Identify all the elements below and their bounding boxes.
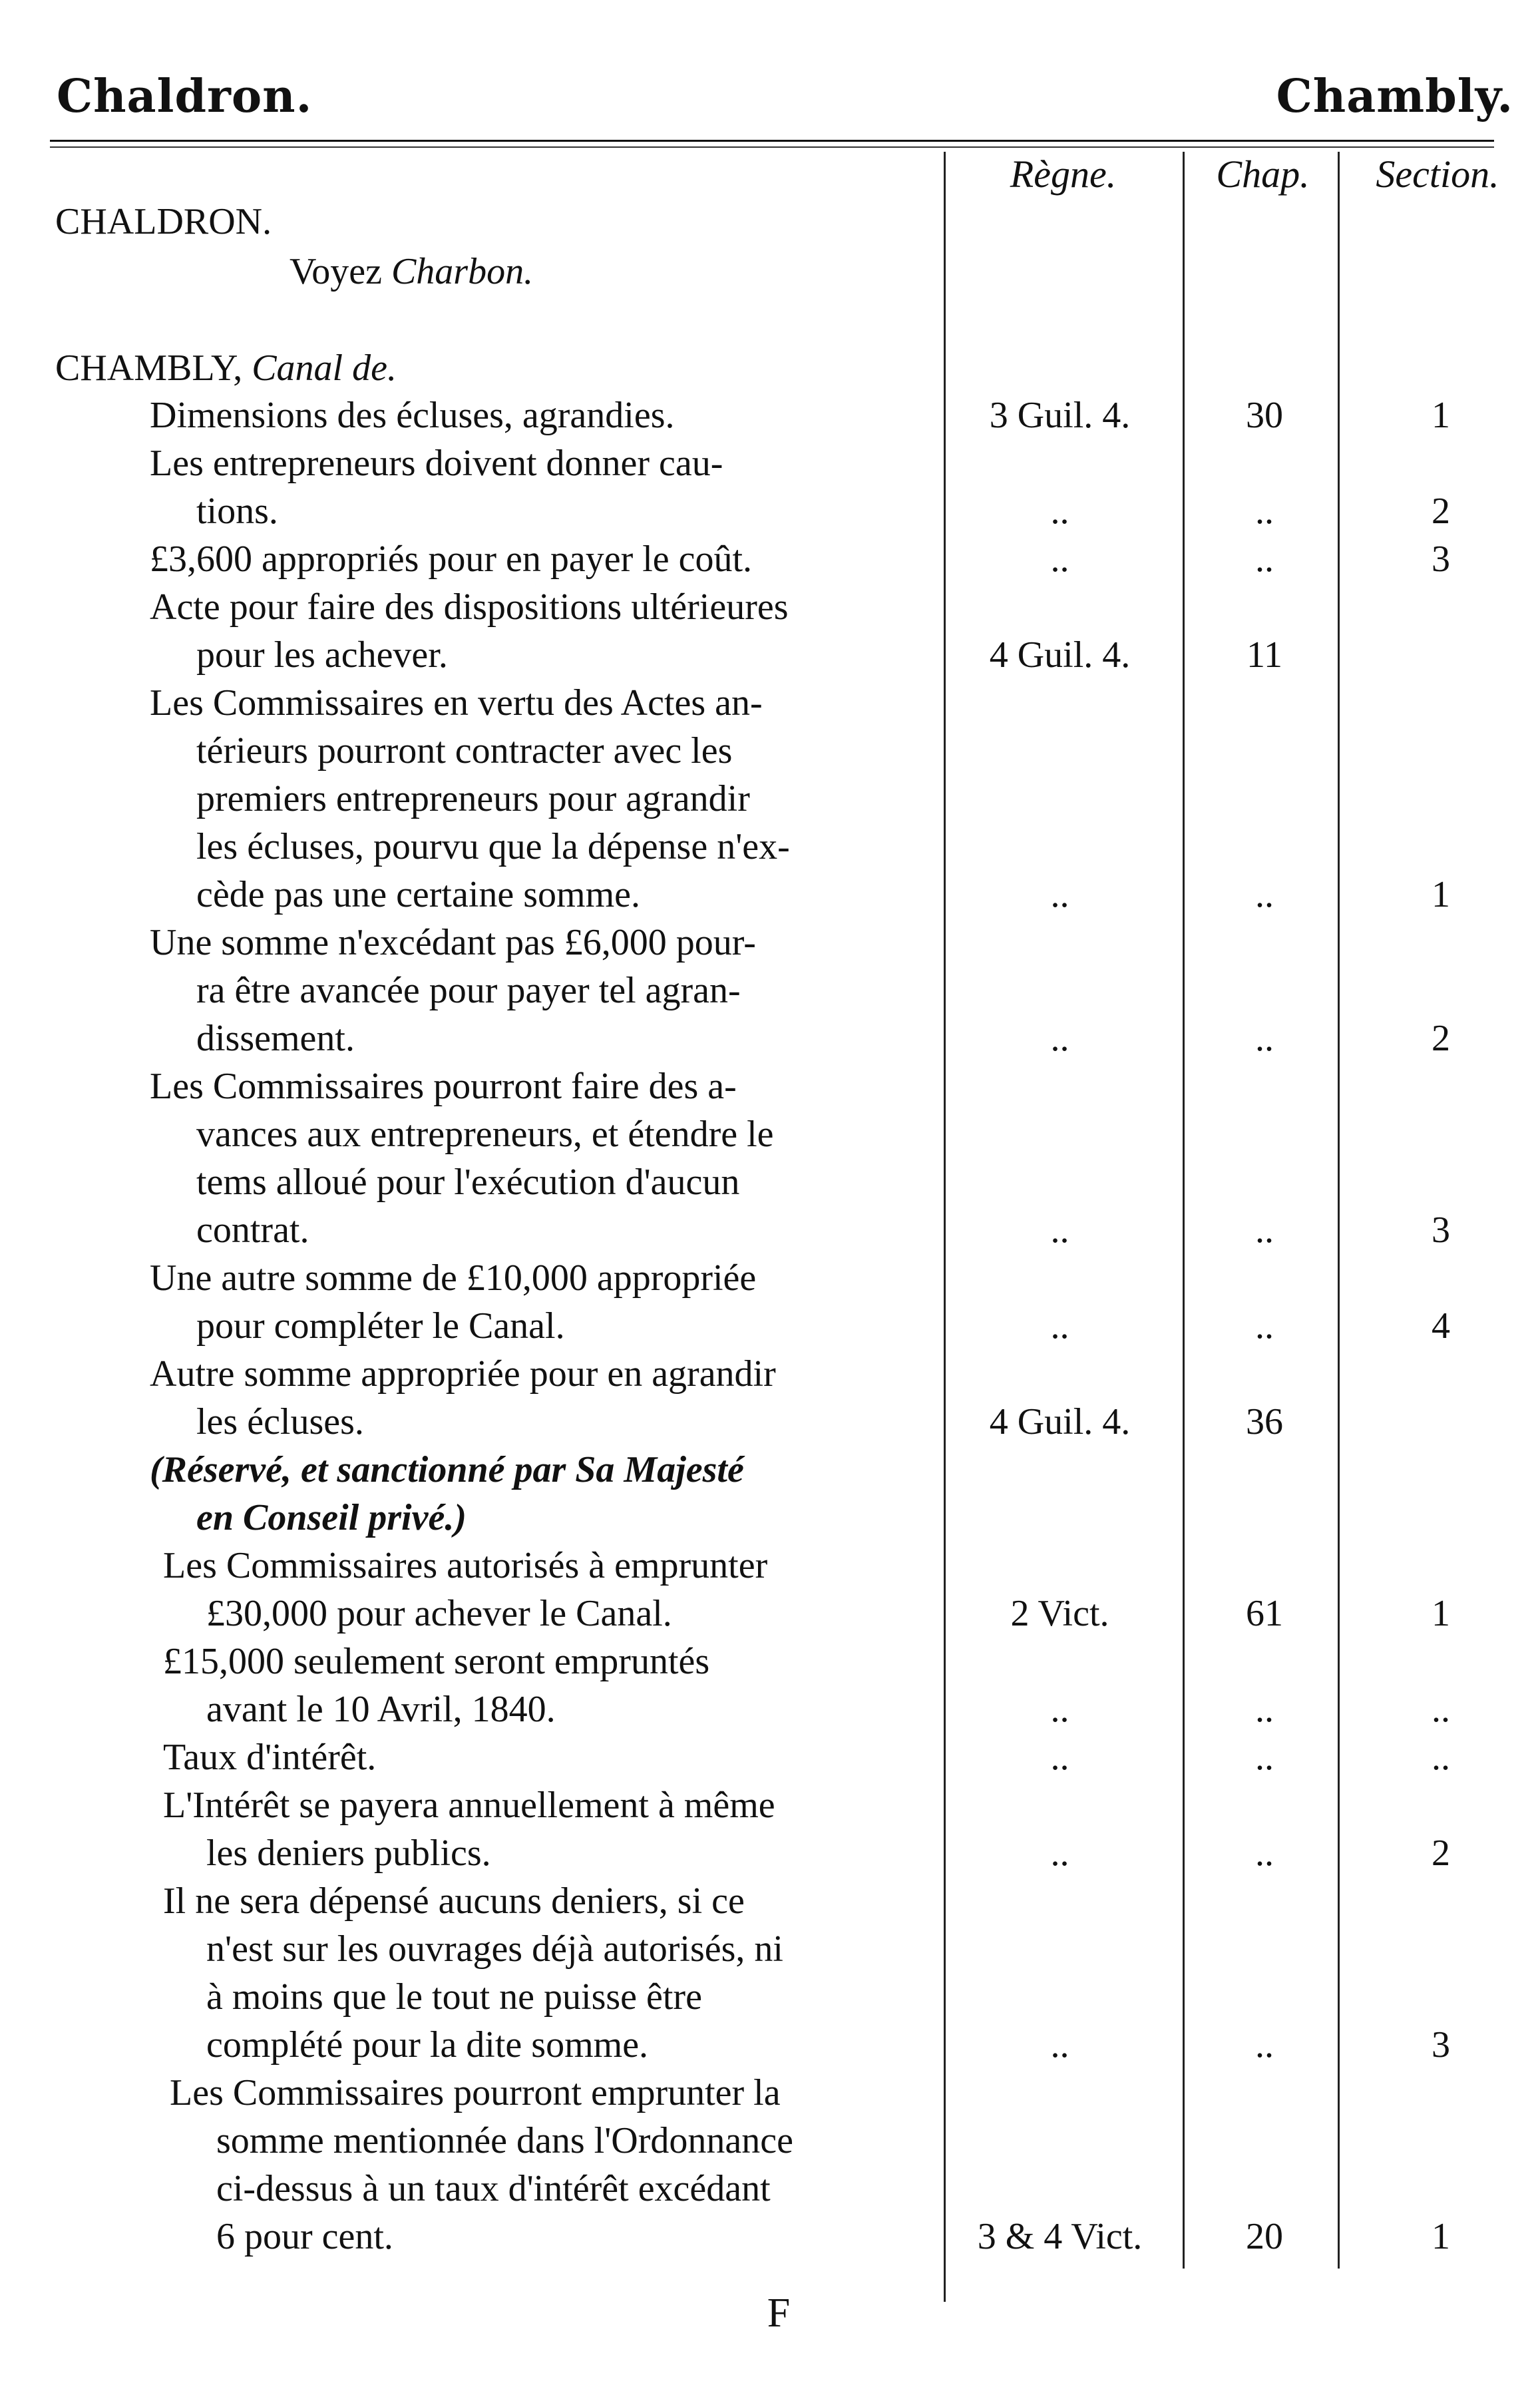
entry-line: Une autre somme de £10,000 appropriée xyxy=(150,1257,757,1299)
entry-line: complété pour la dite somme. xyxy=(206,2024,649,2066)
chap-cell: .. xyxy=(1255,539,1274,580)
entry-line: les écluses, pourvu que la dépense n'ex- xyxy=(196,826,790,867)
chap-cell: .. xyxy=(1255,1305,1274,1347)
section-cell: .. xyxy=(1432,1689,1450,1730)
section-cell: 1 xyxy=(1432,395,1450,436)
entry-line: Acte pour faire des dispositions ultérieures xyxy=(150,586,789,628)
entry-note: (Réservé, et sanctionné par Sa Majesté xyxy=(150,1449,744,1490)
chap-cell: 61 xyxy=(1246,1593,1283,1634)
entry-line: à moins que le tout ne puisse être xyxy=(206,1976,702,2018)
section-cell: 1 xyxy=(1432,874,1450,915)
column-heading-chap: Chap. xyxy=(1216,152,1310,196)
regne-cell: .. xyxy=(1050,1018,1069,1059)
entry-line: n'est sur les ouvrages déjà autorisés, ni xyxy=(206,1928,783,1970)
column-rule-regne xyxy=(1183,152,1185,2269)
column-heading-section: Section. xyxy=(1376,152,1499,196)
column-rule-text xyxy=(944,152,946,2302)
column-heading-regne: Règne. xyxy=(1010,152,1117,196)
section-cell: 3 xyxy=(1432,2024,1450,2066)
section-cell: 3 xyxy=(1432,1209,1450,1251)
entry-line: Les Commissaires pourront emprunter la xyxy=(170,2072,781,2113)
entry-line: ra être avancée pour payer tel agran- xyxy=(196,970,741,1011)
section-cell: 2 xyxy=(1432,491,1450,532)
section-cell: 2 xyxy=(1432,1833,1450,1874)
chap-cell: .. xyxy=(1255,2024,1274,2066)
entry-line: Une somme n'excédant pas £6,000 pour- xyxy=(150,922,756,963)
regne-cell: 3 & 4 Vict. xyxy=(977,2216,1143,2257)
entry-line: contrat. xyxy=(196,1209,309,1251)
chap-cell: .. xyxy=(1255,1833,1274,1874)
chap-cell: .. xyxy=(1255,491,1274,532)
regne-cell: .. xyxy=(1050,1689,1069,1730)
chap-cell: 36 xyxy=(1246,1401,1283,1442)
regne-cell: .. xyxy=(1050,539,1069,580)
entry-line: avant le 10 Avril, 1840. xyxy=(206,1689,556,1730)
entry-note: en Conseil privé.) xyxy=(196,1497,467,1538)
section-cell: .. xyxy=(1432,1737,1450,1778)
chap-cell: .. xyxy=(1255,1737,1274,1778)
entry-line: dissement. xyxy=(196,1018,355,1059)
entry-line: Taux d'intérêt. xyxy=(163,1737,377,1778)
cross-reference-label: Voyez xyxy=(289,251,391,292)
running-head-right: Chambly. xyxy=(1276,70,1513,123)
cross-reference xyxy=(289,248,533,296)
header-rule xyxy=(50,140,1494,142)
entry-line: £15,000 seulement seront empruntés xyxy=(163,1641,710,1682)
regne-cell: .. xyxy=(1050,874,1069,915)
regne-cell: 4 Guil. 4. xyxy=(989,1401,1131,1442)
entry-line: Les entrepreneurs doivent donner cau- xyxy=(150,443,723,484)
entry-line: Les Commissaires en vertu des Actes an- xyxy=(150,682,763,724)
running-head-left: Chaldron. xyxy=(57,70,313,123)
regne-cell: .. xyxy=(1050,491,1069,532)
entry-line: Il ne sera dépensé aucuns deniers, si ce xyxy=(163,1880,745,1922)
regne-cell: 2 Vict. xyxy=(1010,1593,1109,1634)
section-cell: 1 xyxy=(1432,2216,1450,2257)
regne-cell: .. xyxy=(1050,1833,1069,1874)
regne-cell: 4 Guil. 4. xyxy=(989,634,1131,676)
entry-line: les deniers publics. xyxy=(206,1833,491,1874)
entry-line: ci-dessus à un taux d'intérêt excédant xyxy=(216,2168,771,2209)
regne-cell: .. xyxy=(1050,2024,1069,2066)
section-cell: 2 xyxy=(1432,1018,1450,1059)
entry-line: Les Commissaires autorisés à emprunter xyxy=(163,1545,768,1586)
section-cell: 4 xyxy=(1432,1305,1450,1347)
chap-cell: .. xyxy=(1255,1689,1274,1730)
entry-line: L'Intérêt se payera annuellement à même xyxy=(163,1785,775,1826)
entry-line: Autre somme appropriée pour en agrandir xyxy=(150,1353,776,1395)
entry-line: cède pas une certaine somme. xyxy=(196,874,641,915)
regne-cell: .. xyxy=(1050,1305,1069,1347)
header-rule-thin xyxy=(50,146,1494,148)
chap-cell: 30 xyxy=(1246,395,1283,436)
regne-cell: .. xyxy=(1050,1209,1069,1251)
entry-line: pour compléter le Canal. xyxy=(196,1305,565,1347)
entry-line: 6 pour cent. xyxy=(216,2216,393,2257)
entry-line: £30,000 pour achever le Canal. xyxy=(206,1593,672,1634)
chap-cell: .. xyxy=(1255,1018,1274,1059)
chap-cell: 20 xyxy=(1246,2216,1283,2257)
entry-line: £3,600 appropriés pour en payer le coût. xyxy=(150,539,753,580)
section-cell: 1 xyxy=(1432,1593,1450,1634)
entry-line: tions. xyxy=(196,491,278,532)
entry-heading-chambly: CHAMBLY, Canal de. xyxy=(55,347,397,389)
entry-line: Les Commissaires pourront faire des a- xyxy=(150,1066,737,1107)
cross-reference-target: Charbon. xyxy=(391,251,534,292)
regne-cell: .. xyxy=(1050,1737,1069,1778)
entry-line: premiers entrepreneurs pour agrandir xyxy=(196,778,750,819)
entry-line: vances aux entrepreneurs, et étendre le xyxy=(196,1114,774,1155)
chap-cell: .. xyxy=(1255,874,1274,915)
regne-cell: 3 Guil. 4. xyxy=(989,395,1131,436)
entry-line: somme mentionnée dans l'Ordonnance xyxy=(216,2120,793,2161)
chap-cell: 11 xyxy=(1247,634,1282,676)
entry-line: Dimensions des écluses, agrandies. xyxy=(150,395,675,436)
entry-heading-chaldron: CHALDRON. xyxy=(55,201,272,242)
section-cell: 3 xyxy=(1432,539,1450,580)
entry-line: les écluses. xyxy=(196,1401,364,1442)
signature-mark: F xyxy=(767,2291,791,2336)
chap-cell: .. xyxy=(1255,1209,1274,1251)
entry-line: térieurs pourront contracter avec les xyxy=(196,730,733,771)
entry-line: tems alloué pour l'exécution d'aucun xyxy=(196,1162,740,1203)
entry-line: pour les achever. xyxy=(196,634,448,676)
